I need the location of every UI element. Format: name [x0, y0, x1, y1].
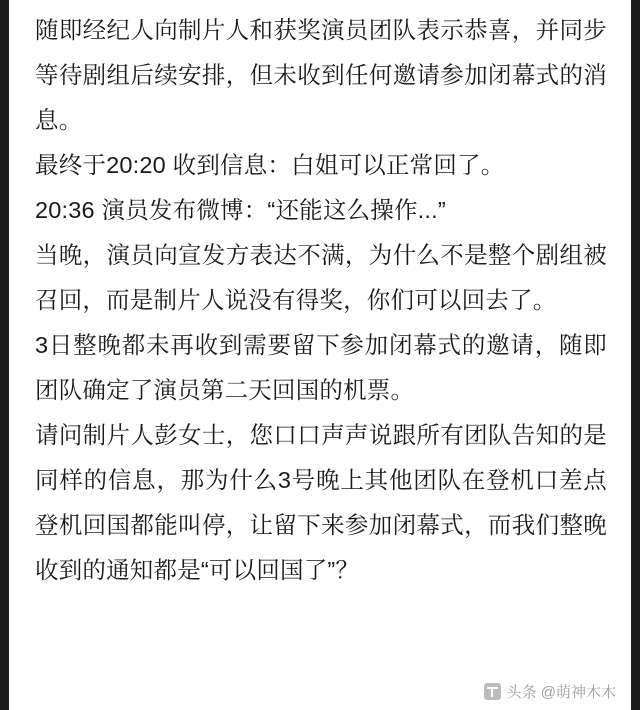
right-edge-bar	[631, 0, 640, 710]
paragraph-3: 20:36 演员发布微博：“还能这么操作...”	[35, 197, 446, 223]
document-text-body	[9, 0, 631, 710]
watermark	[484, 681, 616, 702]
paragraph-4: 当晚，演员向宣发方表达不满，为什么不是整个剧组被召回，而是制片人说没有得奖，你们可以回去了。	[35, 242, 607, 313]
paragraph-2: 最终于20:20 收到信息：白姐可以正常回了。	[35, 152, 505, 178]
watermark-label: 头条 @萌神木木	[506, 684, 616, 701]
paragraph-6: 请问制片人彭女士，您口口声声说跟所有团队告知的是同样的信息，那为什么3号晚上其他团队在登机口差点登机回国都能叫停，让留下来参加闭幕式，而我们整晚收到的通知都是“可以回国了”？	[35, 422, 607, 583]
left-edge-bar	[0, 0, 9, 710]
toutiao-logo-icon	[484, 683, 501, 700]
paragraph-1: 随即经纪人向制片人和获奖演员团队表示恭喜，并同步等待剧组后续安排，但未收到任何邀请参加闭幕式的消息。	[35, 17, 607, 133]
paragraph-5: 3日整晚都未再收到需要留下参加闭幕式的邀请，随即团队确定了演员第二天回国的机票。	[35, 332, 607, 403]
